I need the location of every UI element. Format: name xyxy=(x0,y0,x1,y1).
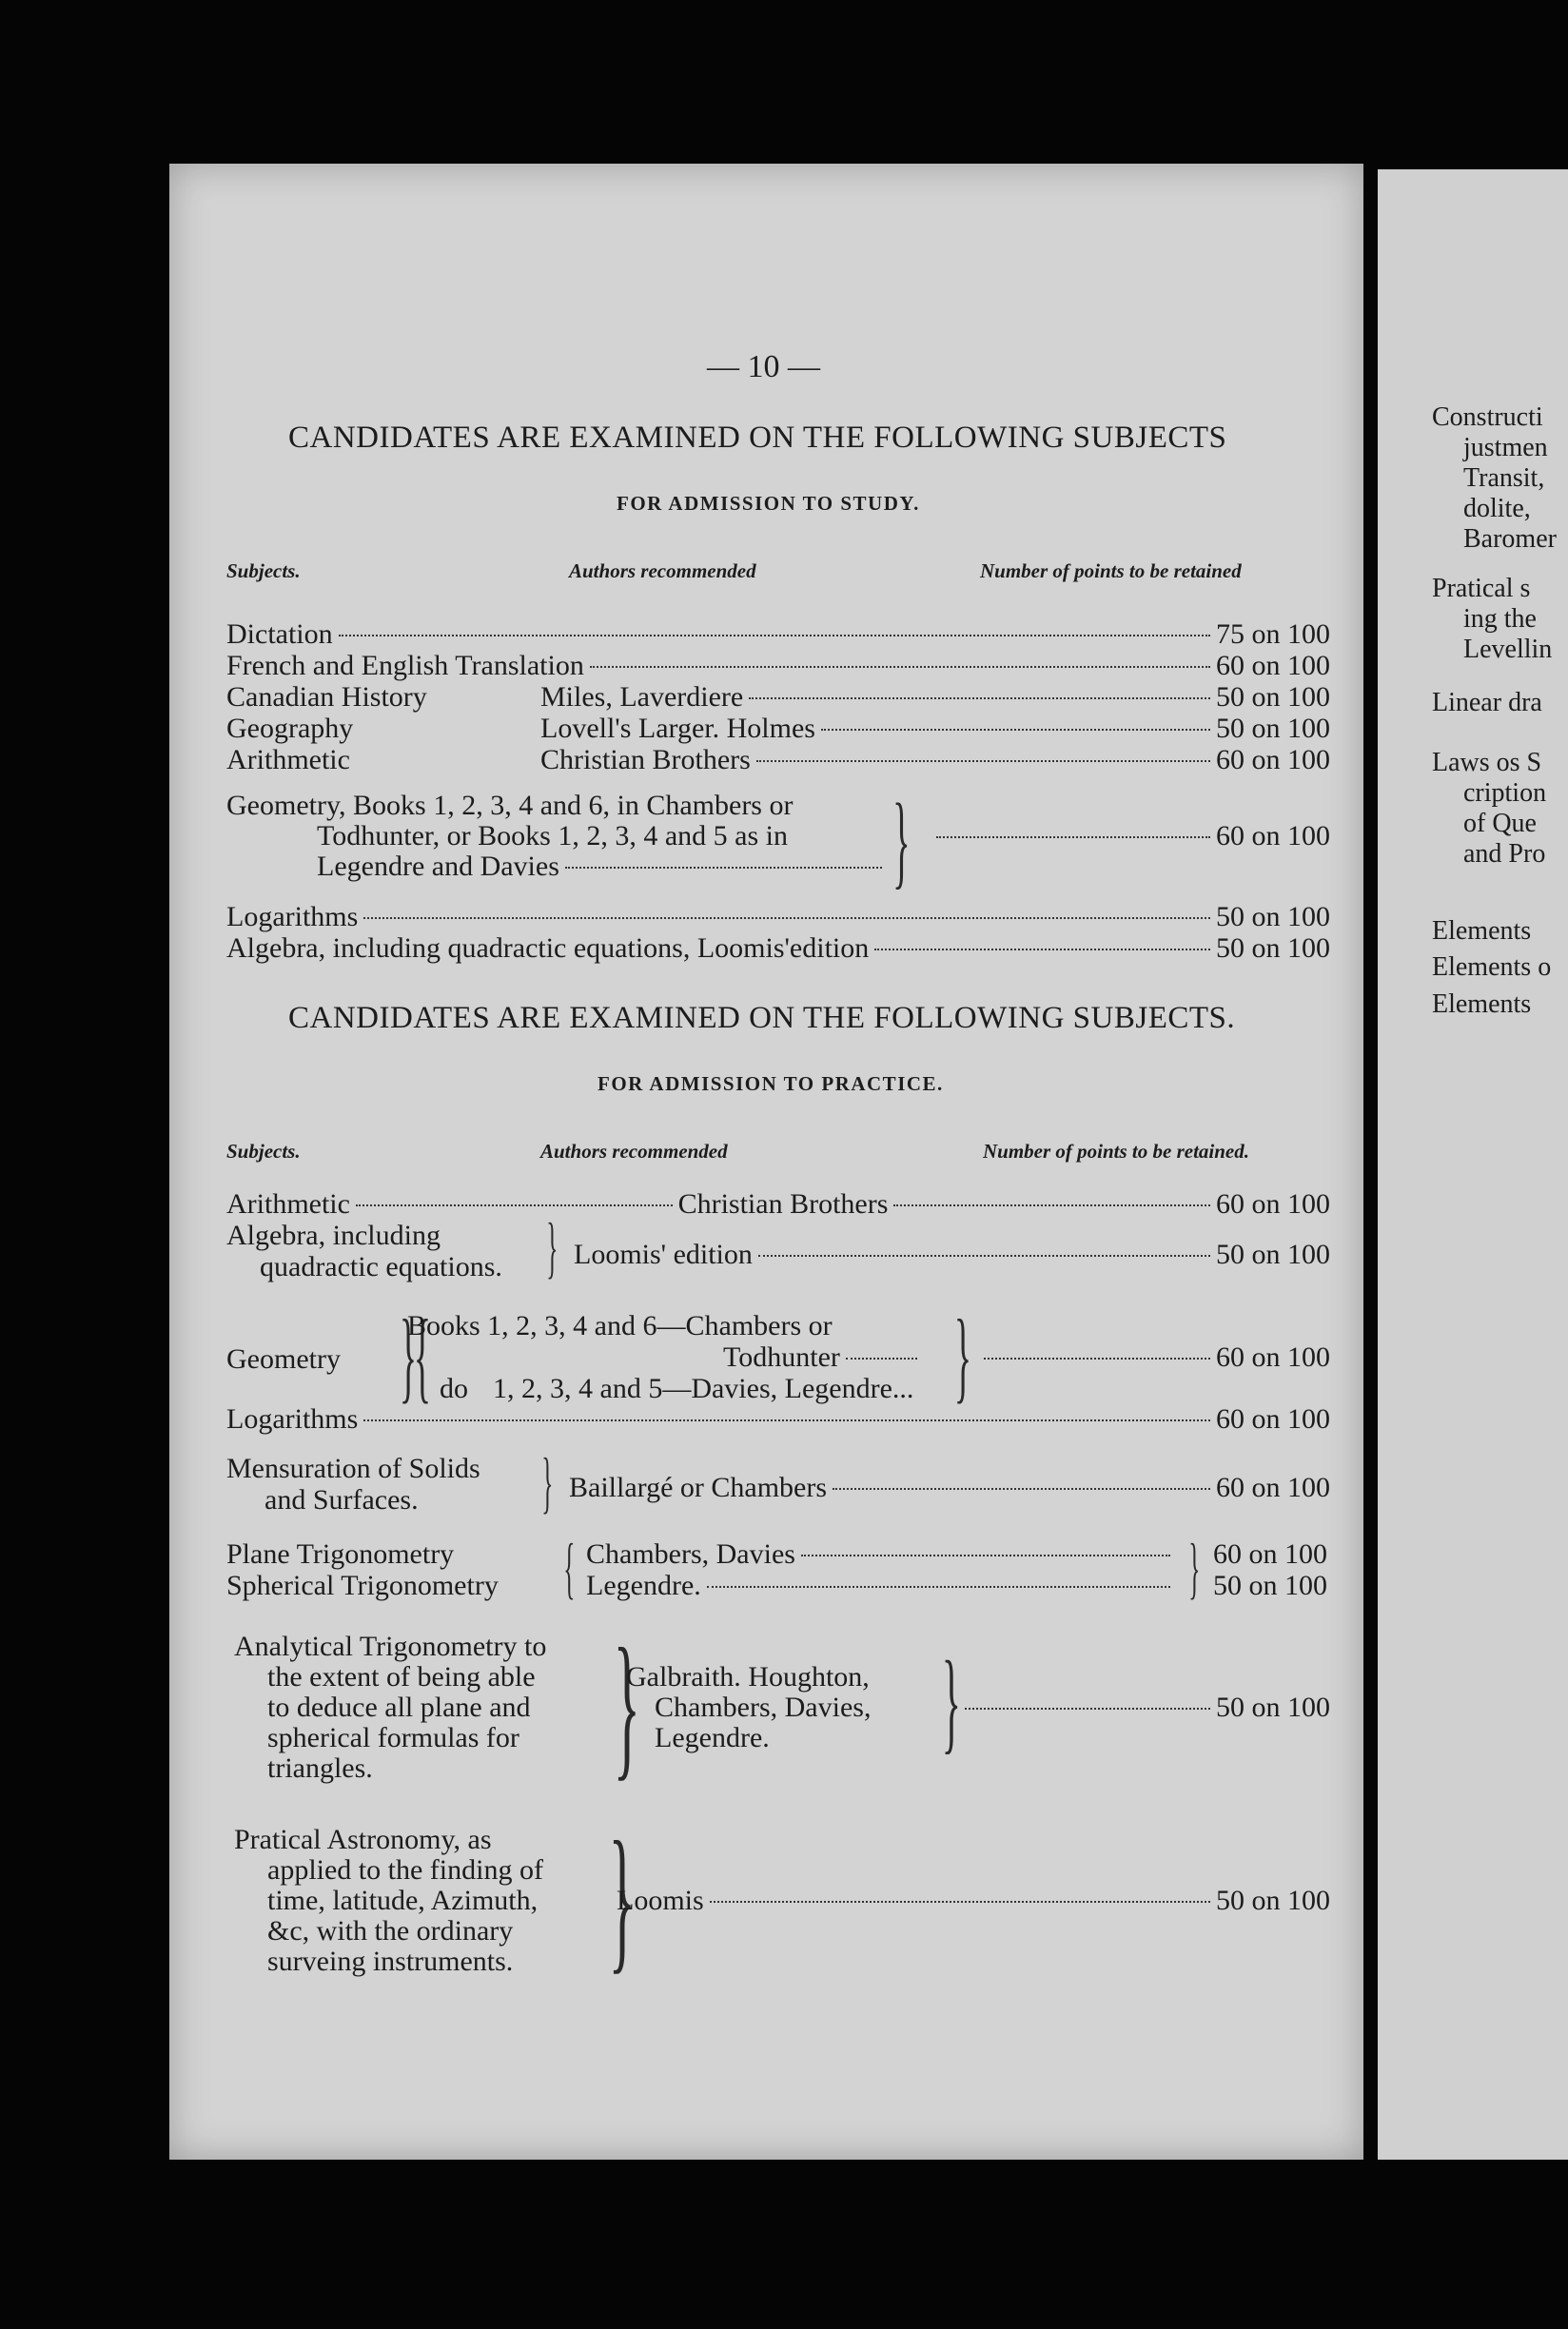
points: 60 on 100 xyxy=(1216,744,1330,775)
practice-mensuration-author-row xyxy=(569,1472,1330,1504)
points: 50 on 100 xyxy=(1216,1239,1330,1270)
next-line: Constructi xyxy=(1432,402,1543,432)
brace-right: } xyxy=(953,1300,971,1413)
leader-dots xyxy=(758,1255,1210,1257)
practice-algebra-line2: quadractic equations. xyxy=(260,1251,502,1282)
study-geometry-line3 xyxy=(317,851,888,883)
next-line: Elements xyxy=(1432,916,1532,946)
next-line: justmen xyxy=(1463,433,1548,462)
practice-astronomy-author-row xyxy=(617,1885,1330,1917)
practice-astronomy-line5: surveing instruments. xyxy=(267,1946,514,1977)
practice-mensuration-line2: and Surfaces. xyxy=(265,1484,419,1516)
subject: Logarithms xyxy=(226,901,359,932)
practice-geometry-subject: Geometry xyxy=(226,1343,341,1375)
practice-mensuration-line1: Mensuration of Solids xyxy=(226,1453,480,1484)
practice-trig-points2: 50 on 100 xyxy=(1213,1570,1327,1601)
practice-analytical-line1: Analytical Trigonometry to xyxy=(234,1631,547,1662)
leader-dots xyxy=(801,1555,1170,1556)
practice-trig-plane: Plane Trigonometry xyxy=(226,1538,455,1570)
page-number: — 10 — xyxy=(707,349,820,384)
practice-geometry-line2 xyxy=(723,1341,923,1374)
next-line: Levellin xyxy=(1463,635,1553,664)
subject: Logarithms xyxy=(226,1403,359,1435)
subject: French and English Translation xyxy=(226,650,584,681)
leader-dots xyxy=(363,1419,1210,1421)
col-subjects: Subjects. xyxy=(226,559,301,582)
practice-trig-row1 xyxy=(586,1538,1176,1571)
subject: Algebra, including quadractic equations, Loomis'edition xyxy=(226,932,870,964)
subject: Dictation xyxy=(226,618,333,650)
author: Loomis xyxy=(617,1885,704,1916)
next-line: Laws os S xyxy=(1432,748,1542,777)
next-line: cription xyxy=(1463,778,1547,808)
practice-geometry-points xyxy=(978,1341,1330,1374)
practice-subheading: FOR ADMISSION TO PRACTICE. xyxy=(598,1072,944,1095)
study-heading: CANDIDATES ARE EXAMINED ON THE FOLLOWING SUBJECTS xyxy=(288,421,1227,455)
points: 75 on 100 xyxy=(1216,618,1330,650)
next-line: Baromer xyxy=(1463,524,1557,554)
next-line: Transit, xyxy=(1463,463,1545,493)
brace-right: } xyxy=(892,782,911,898)
leader-dots xyxy=(821,729,1210,731)
leader-dots xyxy=(590,666,1210,668)
ditto: do xyxy=(440,1373,468,1404)
subject: Arithmetic xyxy=(226,1188,350,1220)
leader-dots xyxy=(936,836,1210,838)
practice-analytical-author1: Galbraith. Houghton, xyxy=(626,1661,870,1693)
points: 50 on 100 xyxy=(1216,1692,1330,1723)
practice-analytical-line2: the extent of being able xyxy=(267,1661,536,1693)
next-line: Linear dra xyxy=(1432,688,1542,717)
points: 60 on 100 xyxy=(1216,820,1330,851)
study-geometry-line2: Todhunter, or Books 1, 2, 3, 4 and 5 as in xyxy=(317,820,788,851)
leader-dots xyxy=(707,1586,1170,1588)
author: Christian Brothers xyxy=(540,744,751,775)
geometry-line3-text: 1, 2, 3, 4 and 5—Davies, Legendre... xyxy=(493,1373,914,1404)
next-line: of Que xyxy=(1463,809,1537,838)
brace-left: { xyxy=(413,1300,431,1413)
brace-right: } xyxy=(941,1637,961,1764)
points: 60 on 100 xyxy=(1216,1472,1330,1503)
practice-astronomy-line2: applied to the finding of xyxy=(267,1854,543,1886)
leader-dots xyxy=(710,1901,1210,1903)
col-subjects: Subjects. xyxy=(226,1140,301,1163)
leader-dots xyxy=(833,1488,1210,1490)
brace-right: } xyxy=(613,1615,641,1794)
practice-analytical-line3: to deduce all plane and xyxy=(267,1692,531,1723)
study-row-logarithms xyxy=(226,901,1330,933)
practice-heading: CANDIDATES ARE EXAMINED ON THE FOLLOWING SUBJECTS. xyxy=(288,1001,1236,1035)
points: 50 on 100 xyxy=(1216,713,1330,744)
next-line: and Pro xyxy=(1463,839,1546,869)
next-line: Elements o xyxy=(1432,952,1552,982)
document-page xyxy=(169,164,1363,2160)
points: 60 on 100 xyxy=(1216,1341,1330,1373)
col-authors: Authors recommended xyxy=(540,1140,728,1163)
practice-trig-row2 xyxy=(586,1570,1176,1602)
next-line: ing the xyxy=(1463,604,1537,634)
leader-dots xyxy=(756,760,1210,762)
col-points: Number of points to be retained. xyxy=(983,1140,1250,1163)
leader-dots xyxy=(363,917,1210,919)
leader-dots xyxy=(965,1708,1210,1710)
practice-algebra-line1: Algebra, including xyxy=(226,1220,441,1251)
author: Christian Brothers xyxy=(677,1188,889,1220)
author: Legendre. xyxy=(586,1570,701,1601)
points: 60 on 100 xyxy=(1216,1403,1330,1435)
subject: Canadian History xyxy=(226,681,427,713)
points: 50 on 100 xyxy=(1216,1885,1330,1916)
practice-trig-spherical: Spherical Trigonometry xyxy=(226,1570,499,1601)
leader-dots xyxy=(339,635,1210,636)
author: Chambers, Davies xyxy=(586,1538,795,1570)
author: Baillargé or Chambers xyxy=(569,1472,828,1503)
author: Loomis' edition xyxy=(574,1239,753,1270)
brace-right: } xyxy=(546,1209,559,1285)
geometry-line3-text: Legendre and Davies xyxy=(317,851,559,882)
study-row-dictation xyxy=(226,618,1330,651)
practice-geometry-line1: Books 1, 2, 3, 4 and 6—Chambers or xyxy=(407,1310,833,1341)
next-line: Pratical s xyxy=(1432,574,1531,603)
brace-right: } xyxy=(541,1444,554,1520)
brace-left: } xyxy=(399,1300,417,1413)
next-line: dolite, xyxy=(1463,494,1531,523)
author: Miles, Laverdiere xyxy=(540,681,744,713)
practice-astronomy-line1: Pratical Astronomy, as xyxy=(234,1824,492,1855)
points: 50 on 100 xyxy=(1216,901,1330,932)
points: 50 on 100 xyxy=(1216,932,1330,964)
subject: Arithmetic xyxy=(226,744,350,775)
points: 60 on 100 xyxy=(1216,1188,1330,1220)
leader-dots xyxy=(893,1204,1210,1206)
points: 50 on 100 xyxy=(1216,681,1330,713)
practice-analytical-line5: triangles. xyxy=(267,1752,373,1784)
study-row-translation xyxy=(226,650,1330,682)
study-row-history xyxy=(226,681,1330,714)
leader-dots xyxy=(846,1358,917,1360)
study-subheading: FOR ADMISSION TO STUDY. xyxy=(617,492,920,515)
study-row-geography xyxy=(226,713,1330,745)
col-authors: Authors recommended xyxy=(569,559,756,582)
col-points: Number of points to be retained xyxy=(980,559,1242,582)
leader-dots xyxy=(356,1204,673,1206)
brace-right: } xyxy=(1188,1530,1201,1606)
adjacent-page xyxy=(1378,169,1568,2160)
study-geometry-points xyxy=(931,820,1330,852)
geometry-line2-text: Todhunter xyxy=(723,1341,840,1373)
leader-dots xyxy=(984,1358,1210,1360)
brace-right: } xyxy=(608,1809,637,1987)
practice-algebra-author-row xyxy=(574,1239,1330,1271)
points: 60 on 100 xyxy=(1216,650,1330,681)
practice-analytical-line4: spherical formulas for xyxy=(267,1722,519,1753)
leader-dots xyxy=(565,867,882,869)
author: Lovell's Larger. Holmes xyxy=(540,713,815,744)
subject: Geography xyxy=(226,713,354,744)
practice-analytical-author2: Chambers, Davies, xyxy=(655,1692,872,1723)
study-row-arithmetic xyxy=(226,744,1330,776)
practice-geometry-line3 xyxy=(440,1373,913,1405)
practice-astronomy-line3: time, latitude, Azimuth, xyxy=(267,1885,539,1916)
practice-row-logarithms xyxy=(226,1403,1330,1436)
leader-dots xyxy=(874,949,1210,950)
next-line: Elements xyxy=(1432,989,1532,1019)
practice-analytical-points xyxy=(959,1692,1330,1724)
practice-row-arithmetic xyxy=(226,1188,1330,1221)
study-row-algebra xyxy=(226,932,1330,965)
practice-trig-points1: 60 on 100 xyxy=(1213,1538,1327,1570)
study-geometry-line1: Geometry, Books 1, 2, 3, 4 and 6, in Chambers or xyxy=(226,790,794,821)
brace-left: { xyxy=(563,1530,576,1606)
leader-dots xyxy=(749,697,1210,699)
practice-analytical-author3: Legendre. xyxy=(655,1722,770,1753)
practice-astronomy-line4: &c, with the ordinary xyxy=(267,1915,514,1947)
